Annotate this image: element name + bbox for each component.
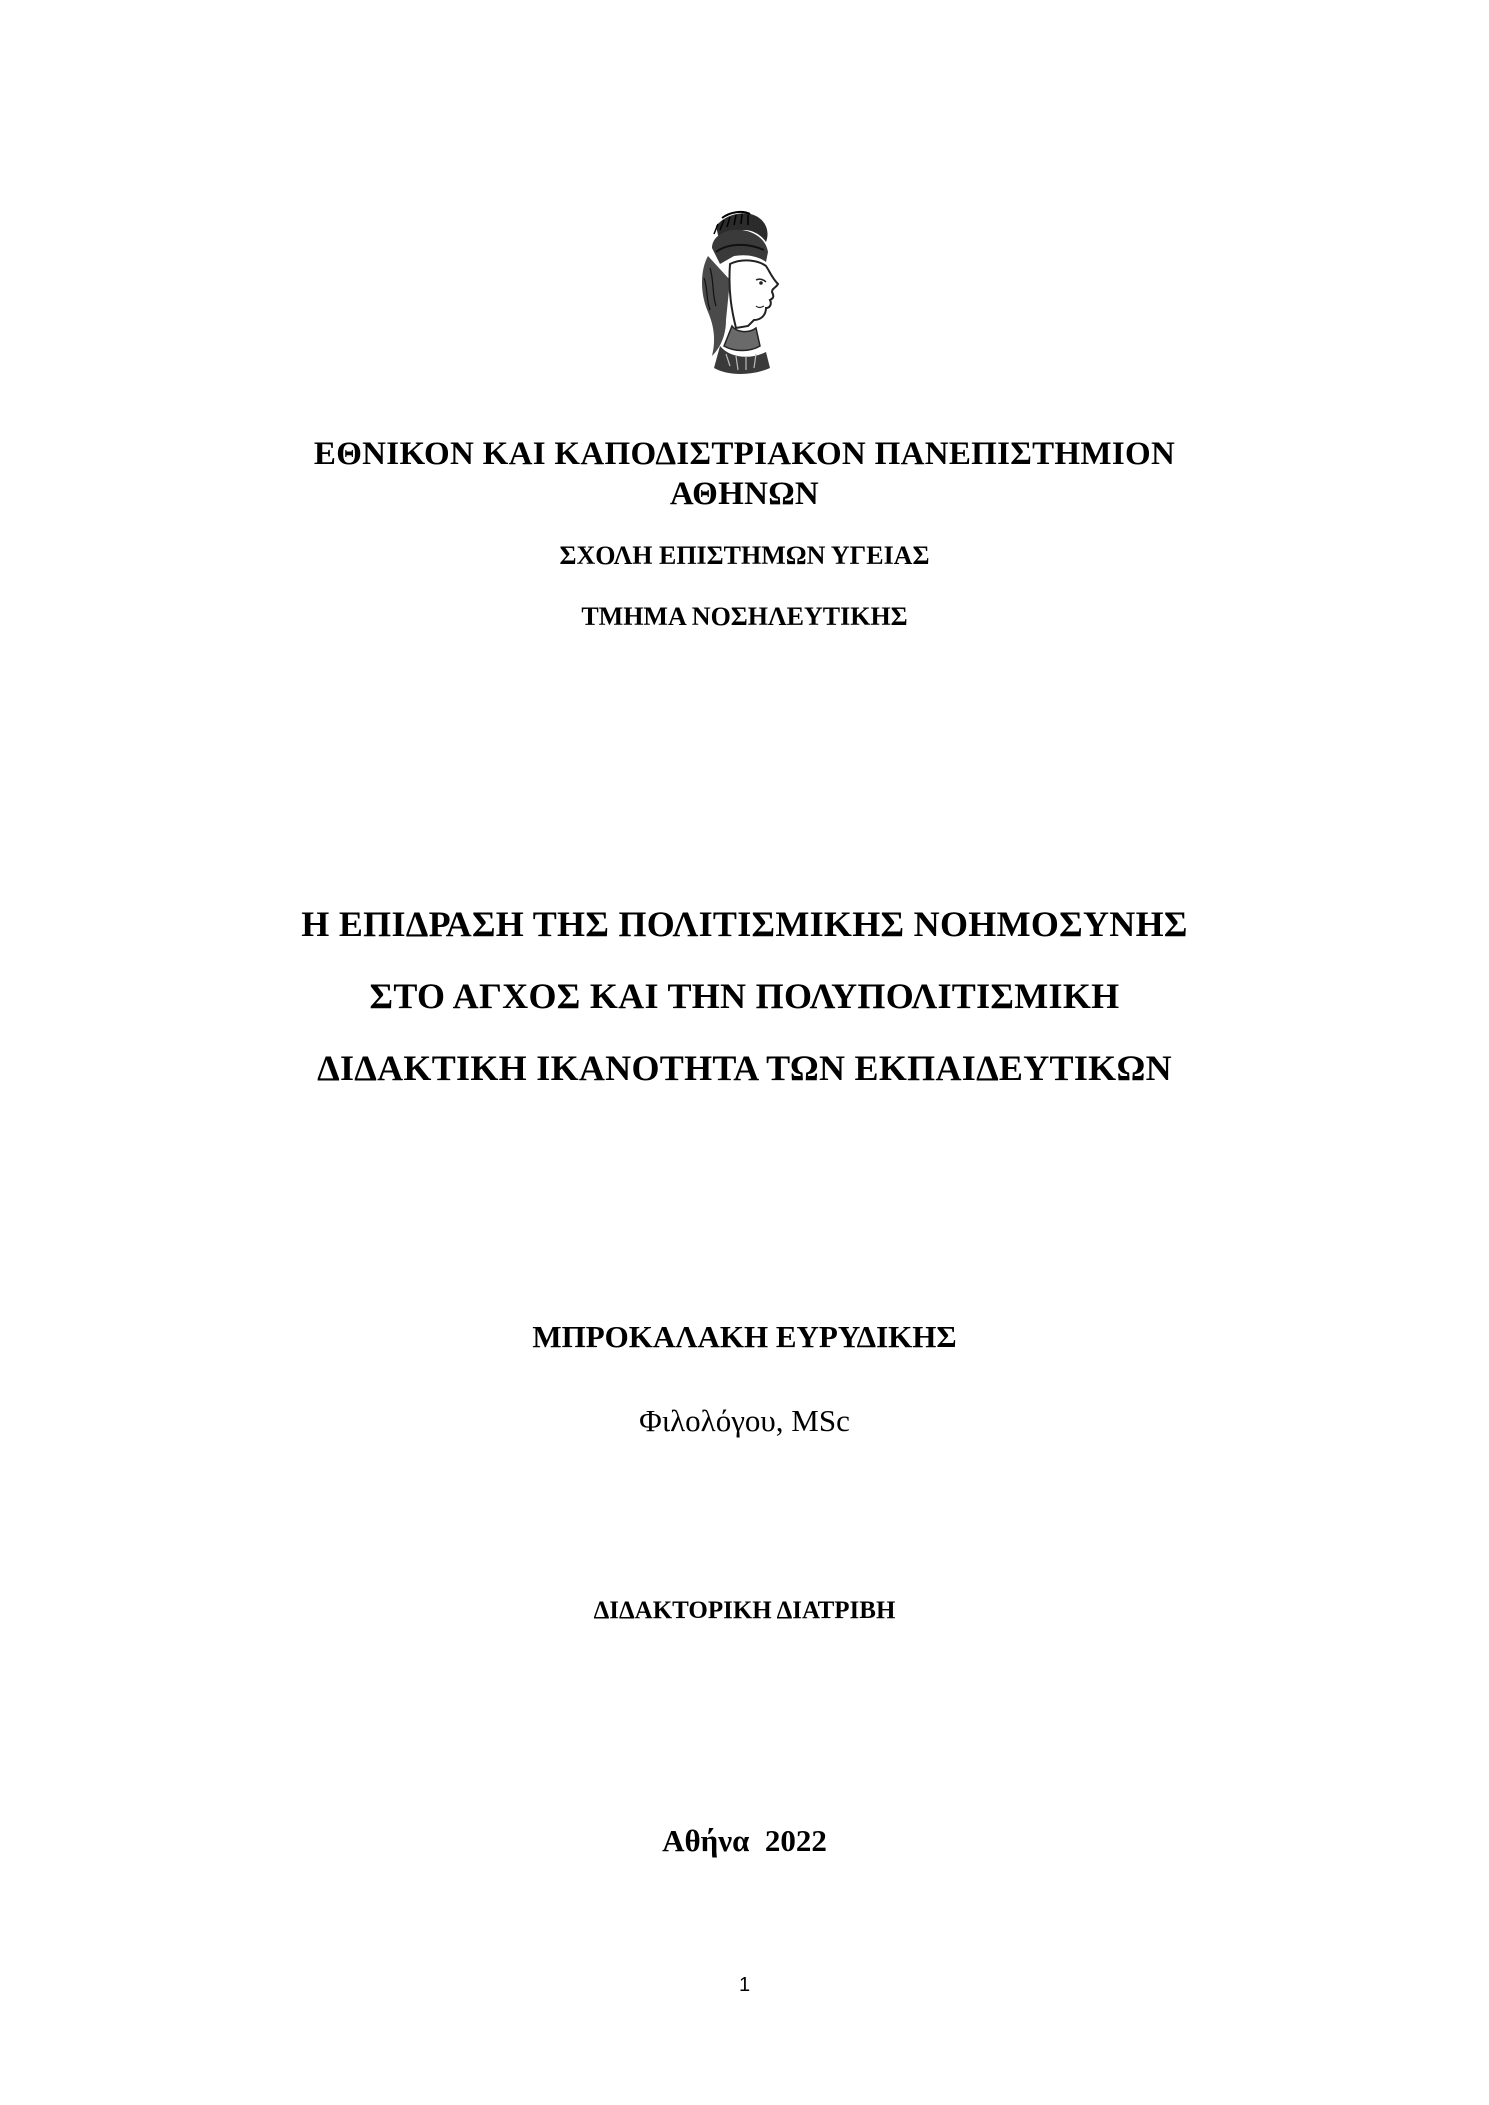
thesis-title-line-3: ΔΙΔΑΚΤΙΚΗ ΙΚΑΝΟΤΗΤΑ ΤΩΝ ΕΚΠΑΙΔΕΥΤΙΚΩΝ — [317, 1048, 1172, 1088]
university-name — [0, 434, 1489, 514]
thesis-title — [0, 888, 1489, 1104]
thesis-title-line-1: Η ΕΠΙΔΡΑΣΗ ΤΗΣ ΠΟΛΙΤΙΣΜΙΚΗΣ ΝΟΗΜΟΣΥΝΗΣ — [301, 904, 1188, 944]
page-number: 1 — [738, 1974, 751, 1996]
author-name: ΜΠΡΟΚΑΛΑΚΗ ΕΥΡΥΔΙΚΗΣ — [532, 1319, 957, 1354]
place-date: Αθήνα 2022 — [662, 1823, 827, 1858]
school-name: ΣΧΟΛΗ ΕΠΙΣΤΗΜΩΝ ΥΓΕΙΑΣ — [559, 541, 930, 570]
author-degree: Φιλολόγου, MSc — [639, 1403, 850, 1438]
athena-head-seal-icon — [686, 208, 802, 376]
university-name-line-1: ΕΘΝΙΚΟΝ ΚΑΙ ΚΑΠΟΔΙΣΤΡΙΑΚΟΝ ΠΑΝΕΠΙΣΤΗΜΙΟΝ — [313, 436, 1176, 472]
university-name-line-2: ΑΘΗΝΩΝ — [669, 476, 820, 512]
document-type: ΔΙΔΑΚΤΟΡΙΚΗ ΔΙΑΤΡΙΒΗ — [593, 1597, 896, 1624]
thesis-title-line-2: ΣΤΟ ΑΓΧΟΣ ΚΑΙ ΤΗΝ ΠΟΛΥΠΟΛΙΤΙΣΜΙΚΗ — [369, 976, 1120, 1016]
department-name: ΤΜΗΜΑ ΝΟΣΗΛΕΥΤΙΚΗΣ — [581, 602, 908, 631]
